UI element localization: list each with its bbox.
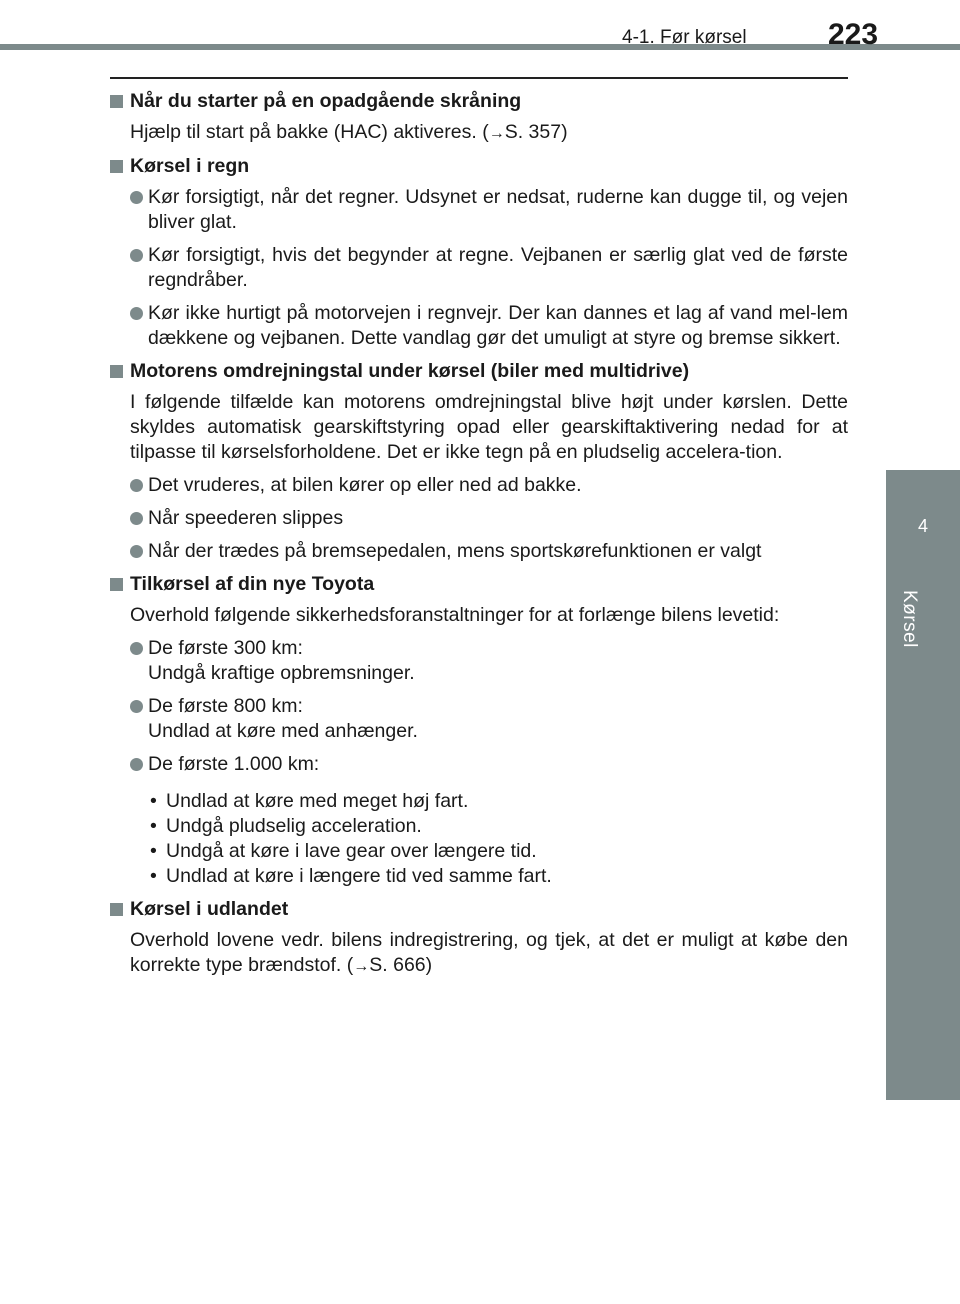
paragraph: Overhold følgende sikkerhedsforanstaltninger for at forlænge bilens levetid: [130, 604, 780, 626]
list-item-text: Undlad at køre med anhænger. [148, 720, 418, 742]
list-item [110, 473, 848, 498]
sub-list-item [110, 839, 848, 864]
square-bullet-icon [110, 160, 123, 173]
circle-bullet-icon [130, 545, 143, 558]
header-strip [0, 44, 960, 50]
sub-list-item-text: Undlad at køre med meget høj fart. [166, 790, 469, 812]
list-item [110, 636, 848, 686]
list-item-text: Undgå kraftige opbremsninger. [148, 662, 415, 684]
circle-bullet-icon [130, 307, 143, 320]
circle-bullet-icon [130, 479, 143, 492]
square-bullet-icon [110, 365, 123, 378]
list-item-title: De første 800 km: [148, 695, 303, 717]
circle-bullet-icon [130, 512, 143, 525]
chapter-tab [886, 470, 960, 1100]
heading-text: Når du starter på en opadgående skråning [130, 90, 522, 112]
sub-list-item [110, 864, 848, 889]
section-heading [110, 897, 848, 922]
dot-bullet-icon: • [150, 790, 157, 812]
square-bullet-icon [110, 95, 123, 108]
list-item [110, 301, 848, 351]
paragraph-text: Hjælp til start på bakke (HAC) aktiveres. ( [130, 121, 489, 143]
sub-list-item-text: Undlad at køre i længere tid ved samme fart. [166, 865, 552, 887]
list-item [110, 694, 848, 744]
chapter-name: Kørsel [899, 590, 920, 648]
page-reference: S. 357) [504, 121, 568, 143]
sub-list [110, 789, 848, 889]
list-item [110, 752, 848, 777]
sub-list-item [110, 789, 848, 814]
circle-bullet-icon [130, 642, 143, 655]
page-content [110, 89, 848, 987]
list-item [110, 539, 848, 564]
section-heading [110, 572, 848, 597]
list-item-text: Kør forsigtigt, hvis det begynder at regne. Vejbanen er særlig glat ved de første regndråber. [148, 244, 848, 291]
section-heading [110, 154, 848, 179]
list-item-text: Kør forsigtigt, når det regner. Udsynet er nedsat, ruderne kan dugge til, og vejen bliver glat. [148, 186, 848, 233]
section-heading [110, 359, 848, 384]
page-number: 223 [828, 18, 879, 51]
chapter-number: 4 [917, 516, 928, 536]
list-item [110, 243, 848, 293]
arrow-right-icon: → [353, 958, 370, 975]
heading-text: Kørsel i udlandet [130, 898, 289, 920]
list-item-title: De første 300 km: [148, 637, 303, 659]
header-rule [110, 77, 848, 79]
section-title: 4-1. Før kørsel [622, 27, 747, 48]
square-bullet-icon [110, 578, 123, 591]
heading-text: Tilkørsel af din nye Toyota [130, 573, 375, 595]
paragraph [110, 928, 848, 979]
heading-text: Kørsel i regn [130, 155, 250, 177]
list-item-text: Når der trædes på bremsepedalen, mens sportskørefunktionen er valgt [148, 540, 762, 562]
dot-bullet-icon: • [150, 815, 157, 837]
list-item-text: Kør ikke hurtigt på motorvejen i regnvejr. Der kan dannes et lag af vand mel-lem dækkene og vejbanen. Dette vandlag gør det umuligt at styre og bremse sikkert. [148, 302, 848, 349]
dot-bullet-icon: • [150, 865, 157, 887]
heading-text: Motorens omdrejningstal under kørsel (biler med multidrive) [130, 360, 690, 382]
circle-bullet-icon [130, 758, 143, 771]
list-item-text: Det vruderes, at bilen kører op eller ned ad bakke. [148, 474, 582, 496]
paragraph [110, 120, 848, 146]
paragraph: I følgende tilfælde kan motorens omdrejningstal blive højt under kørslen. Dette skyldes automatisk gearskiftstyring opad eller gearskiftaktivering nedad for at tilpasse til kørselsforholdene. Det er ikke tegn på en pludselig accelera-tion. [130, 391, 848, 463]
section-heading [110, 89, 848, 114]
arrow-right-icon: → [488, 125, 505, 142]
circle-bullet-icon [130, 700, 143, 713]
circle-bullet-icon [130, 249, 143, 262]
list-item [110, 185, 848, 235]
page-header [0, 0, 960, 48]
list-item-text: Når speederen slippes [148, 507, 344, 529]
page-reference: S. 666) [369, 954, 433, 976]
circle-bullet-icon [130, 191, 143, 204]
sub-list-item-text: Undgå pludselig acceleration. [166, 815, 422, 837]
dot-bullet-icon: • [150, 840, 157, 862]
list-item-title: De første 1.000 km: [148, 753, 320, 775]
sub-list-item-text: Undgå at køre i lave gear over længere tid. [166, 840, 537, 862]
sub-list-item [110, 814, 848, 839]
list-item [110, 506, 848, 531]
paragraph-text: Overhold lovene vedr. bilens indregistrering, og tjek, at det er muligt at købe den korrekte type brændstof. ( [130, 929, 848, 976]
square-bullet-icon [110, 903, 123, 916]
